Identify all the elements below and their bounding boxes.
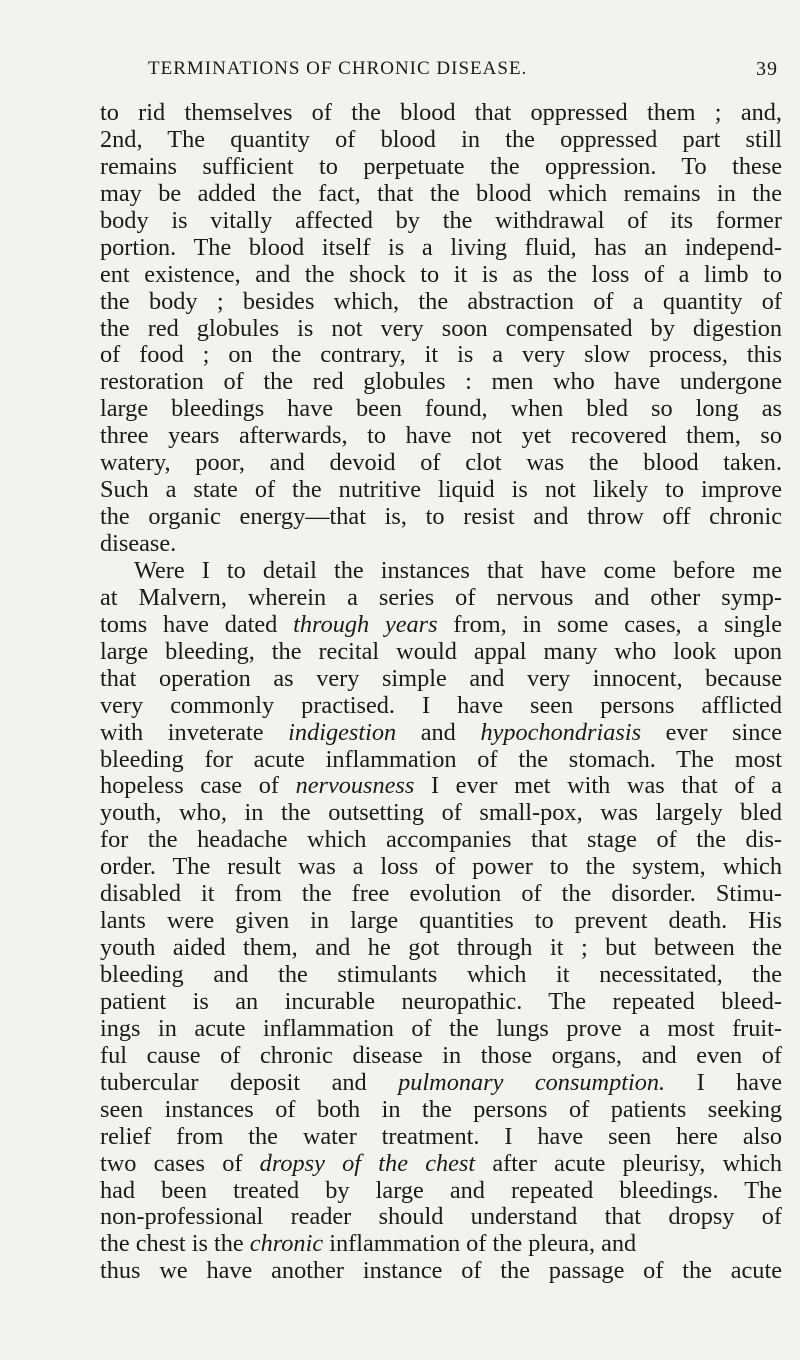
text-run: at Malvern, wherein a series of nervous and other symp- (100, 583, 782, 611)
text-run: for the headache which accompanies that stage of the dis- (100, 826, 782, 854)
text-run: very commonly practised. I have seen persons afflicted (100, 691, 782, 719)
text-line (100, 127, 782, 154)
text-line (100, 585, 782, 612)
text-line (100, 100, 782, 127)
text-run: with inveterate (100, 718, 289, 746)
text-run: hopeless case of (100, 772, 296, 800)
text-line (100, 531, 782, 558)
text-line (100, 747, 782, 774)
text-line (100, 289, 782, 316)
text-run: 2nd, The quantity of blood in the oppressed part still (100, 125, 782, 153)
text-run: and (396, 718, 481, 746)
text-line (100, 450, 782, 477)
text-line (100, 1043, 782, 1070)
text-run: the organic energy—that is, to resist and throw off chronic (100, 503, 782, 531)
italic-phrase: pulmonary consumption. (398, 1068, 666, 1096)
text-run: Such a state of the nutritive liquid is not likely to improve (100, 476, 782, 504)
italic-phrase: indigestion (288, 718, 397, 746)
text-run: had been treated by large and repeated bleedings. The (100, 1176, 782, 1204)
italic-phrase: dropsy of the chest (259, 1149, 476, 1177)
text-line (100, 1178, 782, 1205)
text-line (100, 316, 782, 343)
text-run: non-professional reader should understand that dropsy of (100, 1203, 782, 1231)
text-run: tubercular deposit and (100, 1068, 399, 1096)
text-line (100, 908, 782, 935)
text-run: ings in acute inflammation of the lungs prove a most fruit- (100, 1014, 782, 1042)
text-run: watery, poor, and devoid of clot was the blood taken. (100, 449, 782, 477)
text-run: disease. (100, 530, 177, 557)
text-line (100, 720, 782, 747)
text-run: lants were given in large quantities to prevent death. His (100, 907, 782, 935)
text-run: two cases of (100, 1149, 260, 1177)
text-run: youth aided them, and he got through it ; but between the (100, 934, 782, 962)
text-run: restoration of the red globules : men who have undergone (100, 368, 782, 396)
text-line (100, 262, 782, 289)
text-line (100, 369, 782, 396)
text-run: the body ; besides which, the abstraction of a quantity of (100, 287, 782, 315)
text-run: to rid themselves of the blood that oppressed them ; and, (100, 99, 782, 126)
text-run: body is vitally affected by the withdrawal of its former (100, 206, 782, 234)
text-run: the chest is the (100, 1230, 250, 1258)
text-line (100, 558, 782, 585)
text-run: inflammation of the pleura, and (323, 1230, 637, 1258)
text-line (100, 612, 782, 639)
text-run: from, in some cases, a single (437, 610, 782, 638)
text-line (100, 208, 782, 235)
text-line (100, 477, 782, 504)
text-line (100, 235, 782, 262)
text-line (100, 1231, 782, 1258)
text-line (100, 181, 782, 208)
body-text (100, 100, 782, 1285)
text-line (100, 693, 782, 720)
text-line (100, 423, 782, 450)
text-run: of food ; on the contrary, it is a very slow process, this (100, 341, 782, 369)
text-line (100, 154, 782, 181)
text-run: large bleeding, the recital would appal many who look upon (100, 637, 782, 665)
text-run: large bleedings have been found, when bled so long as (100, 395, 782, 423)
text-line (100, 504, 782, 531)
text-line (100, 1124, 782, 1151)
text-line (100, 342, 782, 369)
text-run: bleeding and the stimulants which it necessitated, the (100, 961, 782, 988)
text-line (100, 1204, 782, 1231)
text-run: I ever met with was that of a (414, 772, 782, 800)
text-run: ever since (641, 718, 782, 746)
text-line (100, 1070, 782, 1097)
text-line (100, 666, 782, 693)
text-run: relief from the water treatment. I have seen here also (100, 1122, 782, 1150)
italic-phrase: hypochondriasis (480, 718, 642, 746)
text-line (100, 773, 782, 800)
text-line (100, 854, 782, 881)
text-run: disabled it from the free evolution of the disorder. Stimu- (100, 880, 782, 908)
italic-phrase: nervousness (295, 772, 415, 800)
text-line (100, 1151, 782, 1178)
text-run: after acute pleurisy, which (475, 1149, 783, 1177)
text-run: ful cause of chronic disease in those organs, and even of (100, 1041, 782, 1069)
running-head-title: TERMINATIONS OF CHRONIC DISEASE. (148, 58, 528, 79)
text-run: three years afterwards, to have not yet recovered them, so (100, 422, 782, 450)
italic-phrase: through years (293, 610, 438, 638)
text-run: the red globules is not very soon compensated by digestion (100, 314, 782, 342)
text-run: that operation as very simple and very innocent, because (100, 664, 782, 692)
text-line (100, 962, 782, 989)
text-run: remains sufficient to perpetuate the oppression. To these (100, 152, 782, 180)
page-number: 39 (756, 58, 778, 80)
text-run: bleeding for acute inflammation of the stomach. The most (100, 745, 782, 773)
text-line (100, 827, 782, 854)
text-run: portion. The blood itself is a living fluid, has an independ- (100, 233, 782, 261)
text-run: patient is an incurable neuropathic. The repeated bleed- (100, 987, 782, 1015)
text-run: Were I to detail the instances that have come before me (134, 556, 782, 584)
text-line (100, 989, 782, 1016)
italic-phrase: chronic (249, 1230, 324, 1258)
text-line (100, 396, 782, 423)
text-line (100, 1097, 782, 1124)
text-run: I have (665, 1068, 782, 1096)
text-run: ent existence, and the shock to it is as the loss of a limb to (100, 260, 782, 288)
text-run: may be added the fact, that the blood which remains in the (100, 179, 782, 207)
text-run: order. The result was a loss of power to the system, which (100, 853, 782, 881)
text-run: seen instances of both in the persons of patients seeking (100, 1095, 782, 1123)
text-run: youth, who, in the outsetting of small-pox, was largely bled (100, 799, 782, 827)
text-line (100, 935, 782, 962)
text-line (100, 1258, 782, 1285)
text-line (100, 881, 782, 908)
text-line (100, 800, 782, 827)
text-line (100, 1016, 782, 1043)
text-line (100, 639, 782, 666)
text-run: thus we have another instance of the passage of the acute (100, 1257, 782, 1285)
text-run: toms have dated (100, 610, 294, 638)
